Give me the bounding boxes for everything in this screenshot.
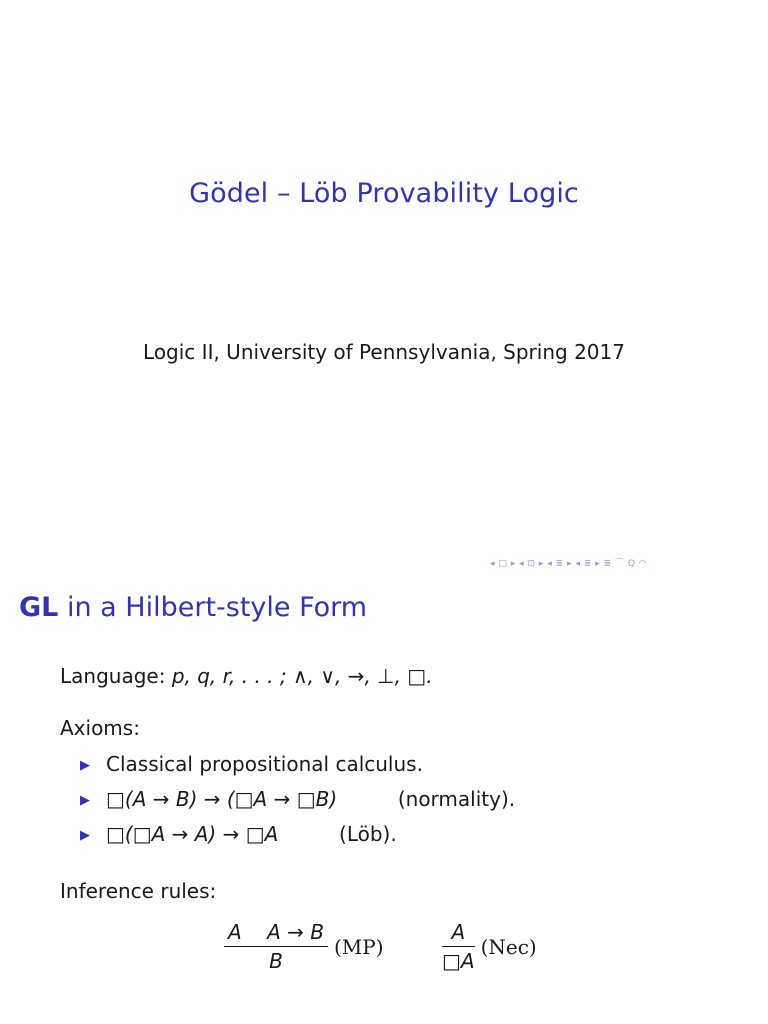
axiom-item [80,787,515,811]
frame-title-bold: GL [19,592,59,623]
axiom-formula: □(A → B) → (□A → □B) [106,787,338,811]
rule-mp [224,920,384,973]
inference-label: Inference rules: [60,879,217,903]
frame-title-rest: in a Hilbert-style Form [58,592,368,623]
axiom-item [80,822,397,846]
frame-title [19,592,367,623]
axiom-formula: Classical propositional calculus. [106,752,423,776]
rule-denominator: B [269,949,283,973]
axiom-note: (normality). [397,787,516,811]
rule-fraction [442,920,475,973]
presentation-subtitle: Logic II, University of Pennsylvania, Spring 2017 [143,340,625,364]
language-symbols: p, q, r, . . . ; ∧, ∨, →, ⊥, □. [171,664,433,688]
beamer-navigation-bar[interactable]: ◂ □ ▸ ◂ ⊡ ▸ ◂ ≣ ▸ ◂ ≣ ▸ ≣ ⌒ Q ◠ [490,559,648,569]
language-line [60,664,433,688]
axiom-item [80,752,423,776]
bullet-triangle-icon: ▶ [80,793,90,808]
bullet-triangle-icon: ▶ [80,758,90,773]
rule-fraction [224,920,328,973]
rule-name: (MP) [334,934,384,959]
language-label: Language: [60,664,166,688]
rule-name: (Nec) [480,934,537,959]
rule-numerator: A A → B [224,920,328,947]
axiom-formula: □(□A → A) → □A [106,822,279,846]
rule-numerator: A [442,920,475,947]
axiom-note: (Löb). [339,822,397,846]
axioms-label: Axioms: [60,716,140,740]
bullet-triangle-icon: ▶ [80,828,90,843]
presentation-title: Gödel – Löb Provability Logic [189,178,579,209]
rule-nec [442,920,537,973]
rule-denominator: □A [442,949,475,973]
